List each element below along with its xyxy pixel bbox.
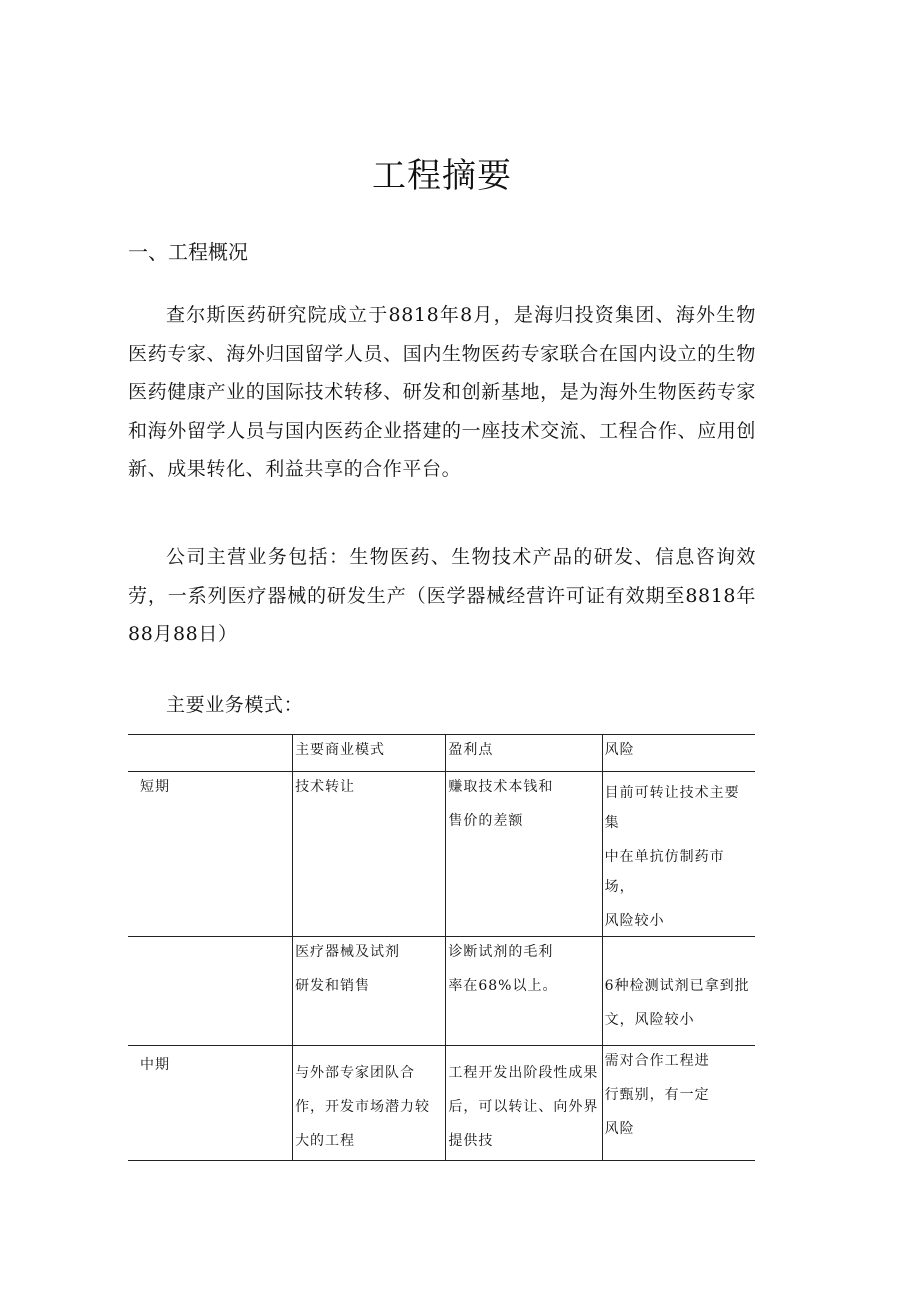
paragraph-main-business: 公司主营业务包括：生物医药、生物技术产品的研发、信息咨询效劳，一系列医疗器械的研发生产（医学器械经营许可证有效期至8818年88月88日） <box>128 546 756 645</box>
section-heading-overview: 一、工程概况 <box>128 240 248 264</box>
cell-text: 技术转让 <box>295 779 356 795</box>
table-header-cell: 盈利点 <box>446 735 602 772</box>
page-title: 工程摘要 <box>372 156 512 196</box>
cell-text: 大的工程 <box>295 1133 356 1149</box>
table-cell-risk <box>602 772 755 937</box>
table-cell-model <box>293 937 446 1046</box>
table-cell-phase <box>128 937 293 1046</box>
cell-text: 售价的差额 <box>448 813 524 829</box>
table-header-cell <box>128 735 293 772</box>
cell-text: 中期 <box>140 1057 170 1073</box>
cell-text: 与外部专家团队合 <box>295 1065 416 1081</box>
cell-text: 目前可转让技术主要集 <box>604 785 740 831</box>
cell-text: 短期 <box>140 779 170 795</box>
table-header-cell: 主要商业模式 <box>293 735 446 772</box>
cell-text: 需对合作工程进 <box>604 1053 710 1069</box>
table-cell-profit <box>446 937 602 1046</box>
business-model-table <box>128 734 755 1161</box>
paragraph-intro: 查尔斯医药研究院成立于8818年8月，是海归投资集团、海外生物医药专家、海外归国留学人员、国内生物医药专家联合在国内设立的生物医药健康产业的国际技术转移、研发和创新基地，是为海外生物医药专家和海外留学人员与国内医药企业搭建的一座技术交流、工程合作、应用创新、成果转化、利益共享的合作平台。 <box>128 304 756 480</box>
cell-text: 工程开发出阶段性成果 <box>448 1065 599 1081</box>
cell-text: 风险 <box>604 1121 635 1137</box>
cell-text: 风险较小 <box>604 913 665 929</box>
cell-text: 后，可以转让、向外界 <box>448 1099 599 1115</box>
cell-text: 提供技 <box>448 1133 494 1149</box>
table-header-cell: 风险 <box>602 735 755 772</box>
table-cell-model <box>293 772 446 937</box>
table-header-row <box>128 735 755 772</box>
table-cell-risk <box>602 937 755 1046</box>
table-row <box>128 772 755 937</box>
cell-text: 文，风险较小 <box>604 1012 695 1028</box>
paragraph-business-model-label: 主要业务模式： <box>166 694 304 716</box>
cell-text: 赚取技术本钱和 <box>448 779 554 795</box>
cell-text: 医疗器械及试剂 <box>295 944 401 960</box>
cell-text: 诊断试剂的毛利 <box>448 944 554 960</box>
table-cell-phase <box>128 1046 293 1161</box>
cell-text: 研发和销售 <box>295 978 371 994</box>
table-cell-profit <box>446 1046 602 1161</box>
table-row <box>128 937 755 1046</box>
table-cell-phase <box>128 772 293 937</box>
cell-text: 行甄别，有一定 <box>604 1087 710 1103</box>
cell-text: 6种检测试剂已拿到批 <box>604 978 750 994</box>
table-cell-profit <box>446 772 602 937</box>
cell-text: 中在单抗仿制药市场， <box>604 849 725 895</box>
cell-text: 作，开发市场潜力较 <box>295 1099 431 1115</box>
table-cell-model <box>293 1046 446 1161</box>
table-cell-risk <box>602 1046 755 1161</box>
table-row <box>128 1046 755 1161</box>
cell-text: 率在68%以上。 <box>448 978 558 994</box>
